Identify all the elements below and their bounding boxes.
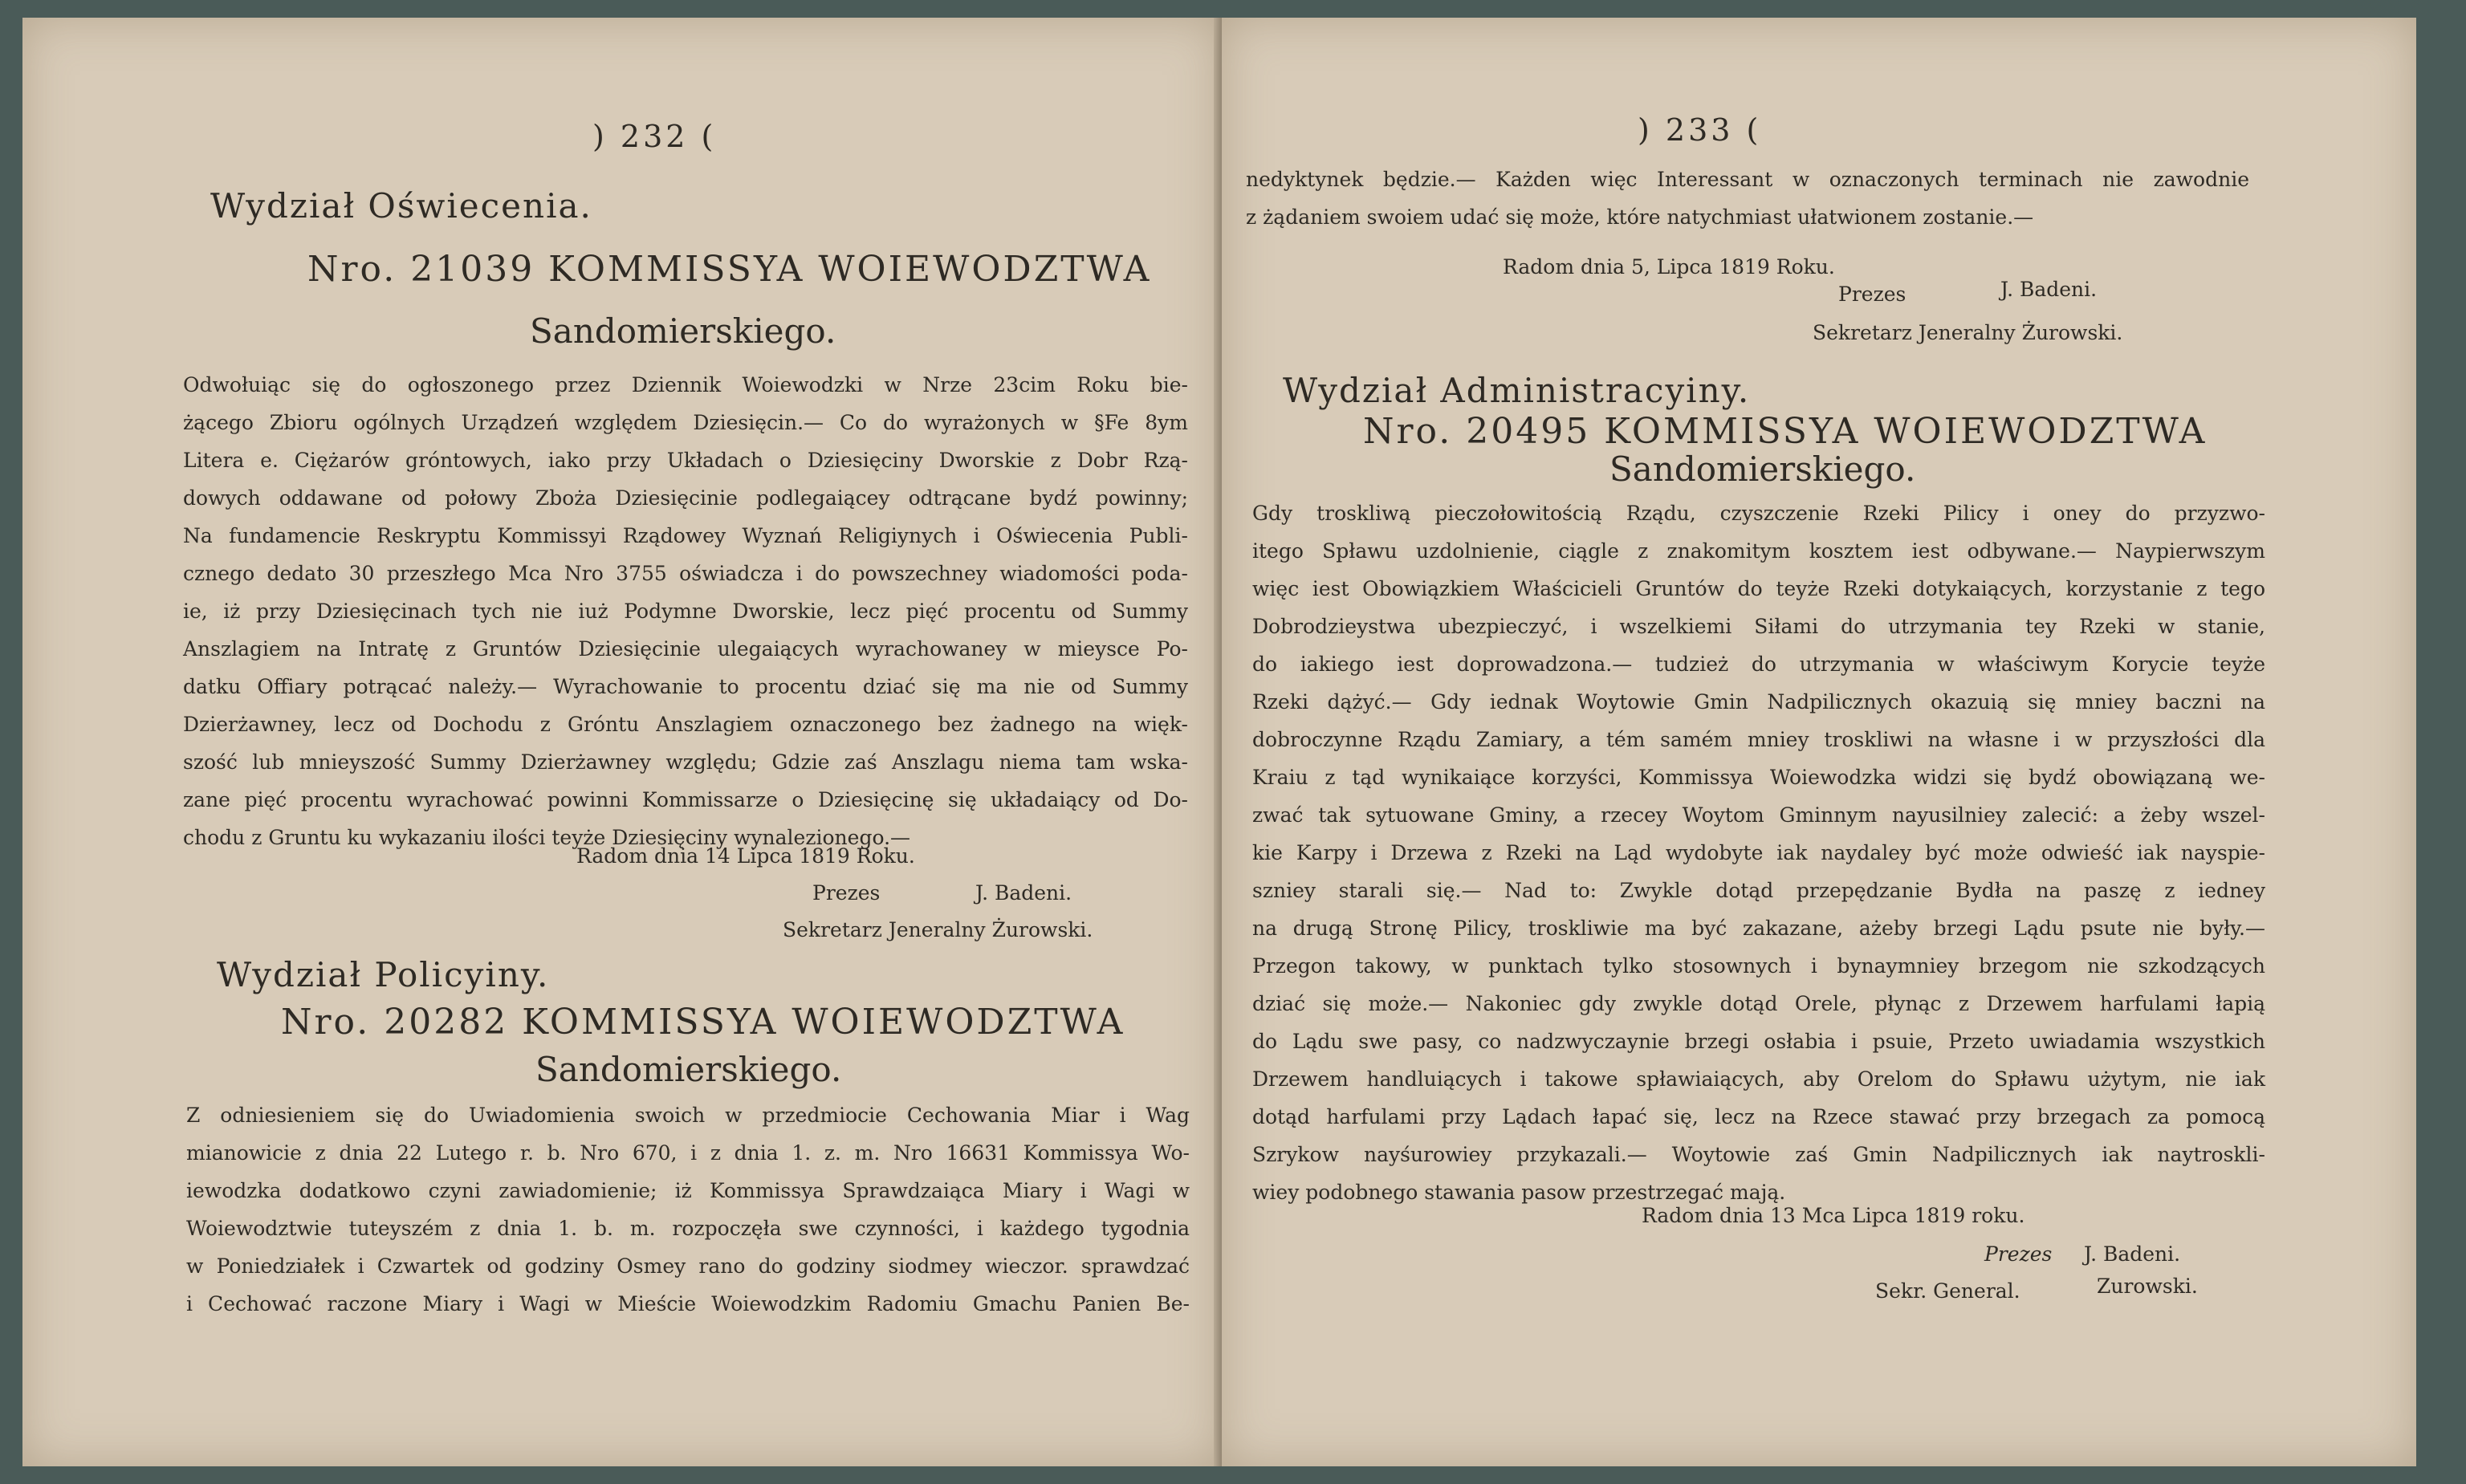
secretary-signature: Sekretarz Jeneralny Żurowski. (783, 918, 1093, 941)
decree-body-21039 (183, 366, 1188, 856)
text-line: więc iest Obowiązkiem Właścicieli Gruntów do teyże Rzeki dotykaiących, korzystanie z tego (1252, 577, 2265, 600)
text-line: Drzewem handluiących i takowe spławiaiących, aby Orelom do Spławu użytym, nie iak (1252, 1067, 2265, 1091)
text-line: nedyktynek będzie.— Każden więc Interessant w oznaczonych terminach nie zawodnie (1246, 168, 2249, 191)
text-line: z żądaniem swoiem udać się może, które natychmiast ułatwionem zostanie.— (1246, 205, 2034, 229)
text-line: do Lądu swe pasy, co nadzwyczaynie brzegi osłabia i psuie, Przeto uwiadamia wszystkich (1252, 1030, 2265, 1053)
text-line: ie, iż przy Dziesięcinach tych nie iuż Podymne Dworskie, lecz pięć procentu od Summy (183, 600, 1188, 623)
text-line: i Cechować raczone Miary i Wagi w Mieście Woiewodzkim Radomiu Gmachu Panien Be- (186, 1292, 1190, 1315)
text-line: dowych oddawane od połowy Zboża Dziesięcinie podlegaiącey odtrącane bydź powinny; (183, 486, 1188, 510)
text-line: Przegon takowy, w punktach tylko stosownych i bynaymniey brzegom nie szkodzących (1252, 954, 2265, 978)
text-line: iewodzka dodatkowo czyni zawiadomienie; iż Kommissya Sprawdzaiąca Miary i Wagi w (186, 1179, 1190, 1202)
decree-number-21039: Nro. 21039 KOMMISSYA WOIEWODZTWA (307, 249, 1152, 290)
text-line: Litera e. Ciężarów gróntowych, iako przy Układach o Dziesięciny Dworskie z Dobr Rzą- (183, 449, 1188, 472)
text-line: Z odniesieniem się do Uwiadomienia swoich w przedmiocie Cechowania Miar i Wag (186, 1104, 1190, 1127)
decree-subtitle: Sandomierskiego. (535, 1050, 842, 1089)
section-heading-oswiecenia: Wydział Oświecenia. (210, 186, 592, 226)
president-name: J. Badeni. (2084, 1242, 2181, 1266)
decree-body-continuation (1246, 161, 2249, 236)
decree-subtitle: Sandomierskiego. (1609, 449, 1916, 489)
president-label: Prezes (1984, 1242, 2053, 1266)
text-line: szniey starali się.— Nad to: Zwykle dotąd przepędzanie Bydła na paszę z iedney (1252, 879, 2265, 902)
text-line: w Poniedziałek i Czwartek od godziny Osmey rano do godziny siodmey wieczor. sprawdzać (186, 1254, 1190, 1278)
decree-number-20282: Nro. 20282 KOMMISSYA WOIEWODZTWA (281, 1002, 1125, 1043)
text-line: do iakiego iest doprowadzona.— tudzież do utrzymania w właściwym Korycie teyże (1252, 653, 2265, 676)
text-line: Dobrodzieystwa ubezpieczyć, i wszelkiemi Siłami do utrzymania tey Rzeki w stanie, (1252, 615, 2265, 638)
text-line: dobroczynne Rządu Zamiary, a tém samém mniey troskliwi na własne i w przyszłości dla (1252, 728, 2265, 751)
page-number-right: ) 233 ( (1638, 112, 1762, 148)
president-label: Prezes (812, 881, 881, 905)
text-line: Kraiu z tąd wynikaiące korzyści, Kommissya Woiewodzka widzi się bydź obowiązaną we- (1252, 766, 2265, 789)
text-line: Dzierżawney, lecz od Dochodu z Gróntu Anszlagiem oznaczonego bez żadnego na więk- (183, 713, 1188, 736)
decree-subtitle: Sandomierskiego. (530, 311, 836, 351)
text-line: Odwołuiąc się do ogłoszonego przez Dziennik Woiewodzki w Nrze 23cim Roku bie- (183, 373, 1188, 396)
text-line: wiey podobnego stawania pasow przestrzegać mają. (1252, 1181, 1786, 1204)
date-line: Radom dnia 13 Mca Lipca 1819 roku. (1642, 1204, 2025, 1227)
secretary-name: Zurowski. (2097, 1275, 2198, 1298)
page-number-left: ) 232 ( (592, 119, 717, 154)
decree-number-20495: Nro. 20495 KOMMISSYA WOIEWODZTWA (1363, 411, 2208, 452)
president-name: J. Badeni. (975, 881, 1072, 905)
date-line: Radom dnia 5, Lipca 1819 Roku. (1503, 255, 1835, 279)
text-line: na drugą Stronę Pilicy, troskliwie ma być zakazane, ażeby brzegi Lądu psute nie były.— (1252, 917, 2265, 940)
president-label: Prezes (1838, 283, 1906, 306)
text-line: kie Karpy i Drzewa z Rzeki na Ląd wydobyte iak naydaley być może odwieść iak nayspie- (1252, 841, 2265, 864)
text-line: zwać tak sytuowane Gminy, a rzecey Woytom Gminnym nayusilniey zalecić: a żeby wszel- (1252, 803, 2265, 827)
text-line: zane pięć procentu wyrachować powinni Kommissarze o Dziesięcinę się układaiący od Do- (183, 788, 1188, 811)
text-line: Anszlagiem na Intratę z Gruntów Dziesięcinie ulegaiących wyrachowaney w mieysce Po- (183, 637, 1188, 661)
text-line: Szrykow nayśurowiey przykazali.— Woytowie zaś Gmin Nadpilicznych iak naytroskli- (1252, 1143, 2265, 1166)
decree-body-20495 (1252, 494, 2265, 1211)
date-line: Radom dnia 14 Lipca 1819 Roku. (576, 844, 915, 868)
text-line: datku Offiary potrącać należy.— Wyrachowanie to procentu dziać się ma nie od Summy (183, 675, 1188, 698)
president-name: J. Badeni. (2000, 278, 2098, 301)
text-line: Gdy troskliwą pieczołowitością Rządu, czyszczenie Rzeki Pilicy i oney do przyzwo- (1252, 502, 2265, 525)
text-line: Rzeki dążyć.— Gdy iednak Woytowie Gmin Nadpilicznych okazuią się mniey baczni na (1252, 690, 2265, 714)
text-line: żącego Zbioru ogólnych Urządzeń względem Dziesięcin.— Co do wyrażonych w §Fe 8ym (183, 411, 1188, 434)
text-line: szość lub mnieyszość Summy Dzierżawney względu; Gdzie zaś Anszlagu niema tam wska- (183, 750, 1188, 774)
text-line: itego Spławu uzdolnienie, ciągle z znakomitym kosztem iest odbywane.— Naypierwszym (1252, 539, 2265, 563)
secretary-label: Sekr. General. (1875, 1279, 2020, 1303)
section-heading-administracyiny: Wydział Administracyiny. (1283, 371, 1751, 410)
text-line: dziać się może.— Nakoniec gdy zwykle dotąd Orele, płynąc z Drzewem harfulami łapią (1252, 992, 2265, 1015)
text-line: chodu z Gruntu ku wykazaniu ilości teyże Dziesięciny wynalezionego.— (183, 826, 911, 849)
section-heading-policyiny: Wydział Policyiny. (217, 955, 550, 994)
decree-body-20282 (186, 1096, 1190, 1323)
text-line: cznego dedato 30 przeszłego Mca Nro 3755 oświadcza i do powszechney wiadomości poda- (183, 562, 1188, 585)
text-line: Na fundamencie Reskryptu Kommissyi Rządowey Wyznań Religiynych i Oświecenia Publi- (183, 524, 1188, 547)
secretary-signature: Sekretarz Jeneralny Żurowski. (1813, 321, 2123, 344)
text-line: dotąd harfulami przy Lądach łapać się, lecz na Rzece stawać przy brzegach za pomocą (1252, 1105, 2265, 1128)
text-line: mianowicie z dnia 22 Lutego r. b. Nro 670, i z dnia 1. z. m. Nro 16631 Kommissya Wo- (186, 1141, 1190, 1165)
text-line: Woiewodztwie tuteyszém z dnia 1. b. m. rozpoczęła swe czynności, i każdego tygodnia (186, 1217, 1190, 1240)
